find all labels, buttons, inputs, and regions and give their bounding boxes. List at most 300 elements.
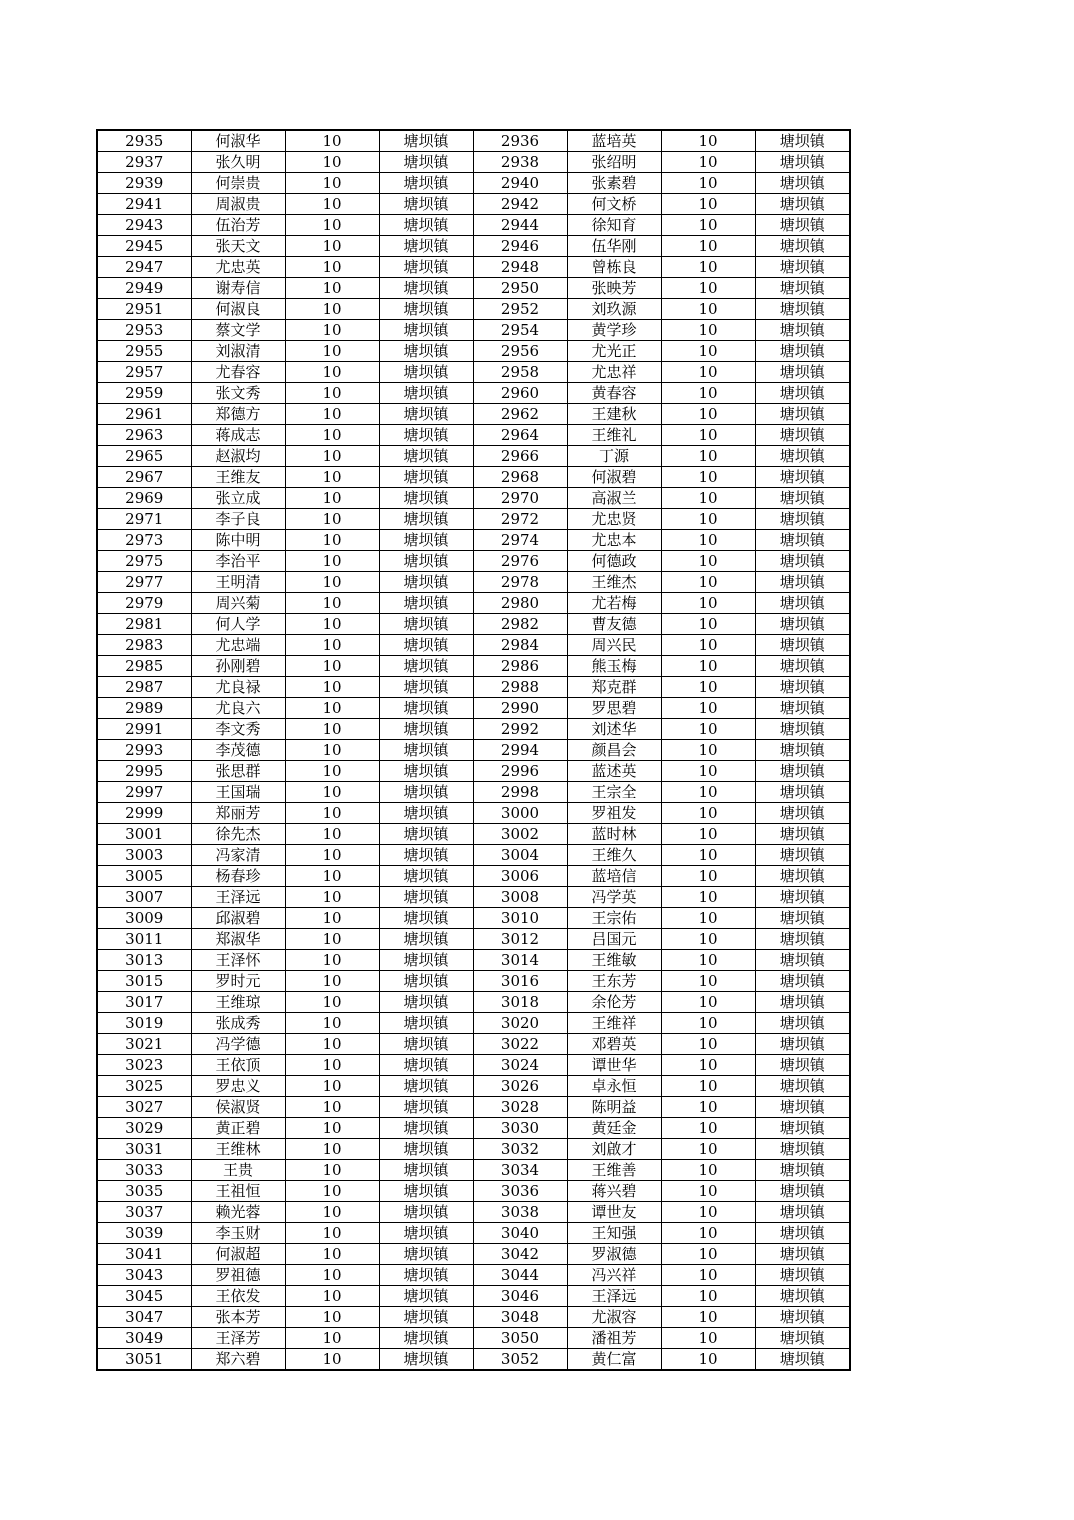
right-town-cell: 塘坝镇 [755,130,850,152]
right-number-cell: 3022 [473,1034,567,1055]
left-name-cell: 李治平 [191,551,285,572]
left-quantity-cell: 10 [285,1139,379,1160]
left-name-cell: 王维友 [191,467,285,488]
left-quantity-cell: 10 [285,425,379,446]
right-town-cell: 塘坝镇 [755,782,850,803]
left-quantity-cell: 10 [285,467,379,488]
right-quantity-cell: 10 [661,257,755,278]
right-name-cell: 高淑兰 [567,488,661,509]
right-number-cell: 2962 [473,404,567,425]
right-quantity-cell: 10 [661,1307,755,1328]
right-name-cell: 王维敏 [567,950,661,971]
left-name-cell: 张天文 [191,236,285,257]
right-quantity-cell: 10 [661,1034,755,1055]
left-number-cell: 2949 [97,278,191,299]
right-name-cell: 蓝时林 [567,824,661,845]
left-town-cell: 塘坝镇 [379,740,473,761]
left-town-cell: 塘坝镇 [379,1328,473,1349]
left-number-cell: 2955 [97,341,191,362]
table-row [97,1013,850,1034]
right-town-cell: 塘坝镇 [755,950,850,971]
right-name-cell: 蒋兴碧 [567,1181,661,1202]
right-town-cell: 塘坝镇 [755,299,850,320]
left-town-cell: 塘坝镇 [379,635,473,656]
table-row [97,1139,850,1160]
right-quantity-cell: 10 [661,1013,755,1034]
left-town-cell: 塘坝镇 [379,467,473,488]
right-town-cell: 塘坝镇 [755,824,850,845]
left-quantity-cell: 10 [285,1244,379,1265]
left-town-cell: 塘坝镇 [379,992,473,1013]
right-town-cell: 塘坝镇 [755,1244,850,1265]
right-number-cell: 3008 [473,887,567,908]
left-name-cell: 张本芳 [191,1307,285,1328]
left-number-cell: 2997 [97,782,191,803]
left-number-cell: 2989 [97,698,191,719]
right-number-cell: 2954 [473,320,567,341]
table-row [97,299,850,320]
left-quantity-cell: 10 [285,1223,379,1244]
table-row [97,551,850,572]
right-town-cell: 塘坝镇 [755,320,850,341]
left-town-cell: 塘坝镇 [379,152,473,173]
left-number-cell: 2977 [97,572,191,593]
table-row [97,1307,850,1328]
left-town-cell: 塘坝镇 [379,1202,473,1223]
right-quantity-cell: 10 [661,1181,755,1202]
right-town-cell: 塘坝镇 [755,908,850,929]
right-quantity-cell: 10 [661,215,755,236]
right-name-cell: 罗祖发 [567,803,661,824]
right-quantity-cell: 10 [661,677,755,698]
right-name-cell: 黄春容 [567,383,661,404]
left-quantity-cell: 10 [285,908,379,929]
left-town-cell: 塘坝镇 [379,1139,473,1160]
left-quantity-cell: 10 [285,130,379,152]
left-name-cell: 谢寿信 [191,278,285,299]
right-name-cell: 尤忠祥 [567,362,661,383]
table-row [97,698,850,719]
left-name-cell: 罗时元 [191,971,285,992]
left-quantity-cell: 10 [285,1097,379,1118]
right-town-cell: 塘坝镇 [755,866,850,887]
left-quantity-cell: 10 [285,635,379,656]
right-town-cell: 塘坝镇 [755,215,850,236]
right-number-cell: 2998 [473,782,567,803]
right-number-cell: 2936 [473,130,567,152]
right-town-cell: 塘坝镇 [755,845,850,866]
left-number-cell: 3037 [97,1202,191,1223]
left-name-cell: 陈中明 [191,530,285,551]
table-row [97,719,850,740]
right-name-cell: 王维礼 [567,425,661,446]
left-quantity-cell: 10 [285,488,379,509]
table-row [97,1181,850,1202]
right-name-cell: 冯学英 [567,887,661,908]
right-name-cell: 周兴民 [567,635,661,656]
left-name-cell: 周兴菊 [191,593,285,614]
left-town-cell: 塘坝镇 [379,929,473,950]
right-number-cell: 2952 [473,299,567,320]
table-row [97,950,850,971]
table-row [97,929,850,950]
right-town-cell: 塘坝镇 [755,383,850,404]
left-quantity-cell: 10 [285,1181,379,1202]
right-quantity-cell: 10 [661,593,755,614]
right-town-cell: 塘坝镇 [755,740,850,761]
right-quantity-cell: 10 [661,509,755,530]
left-town-cell: 塘坝镇 [379,1244,473,1265]
right-quantity-cell: 10 [661,614,755,635]
right-quantity-cell: 10 [661,173,755,194]
left-quantity-cell: 10 [285,1265,379,1286]
right-name-cell: 曾栋良 [567,257,661,278]
right-town-cell: 塘坝镇 [755,194,850,215]
left-town-cell: 塘坝镇 [379,1307,473,1328]
left-number-cell: 2957 [97,362,191,383]
left-name-cell: 何淑良 [191,299,285,320]
left-name-cell: 冯学德 [191,1034,285,1055]
left-number-cell: 2961 [97,404,191,425]
table-row [97,992,850,1013]
right-number-cell: 2966 [473,446,567,467]
right-quantity-cell: 10 [661,278,755,299]
right-quantity-cell: 10 [661,404,755,425]
right-quantity-cell: 10 [661,1076,755,1097]
right-town-cell: 塘坝镇 [755,530,850,551]
left-number-cell: 3033 [97,1160,191,1181]
left-name-cell: 王依顶 [191,1055,285,1076]
table-row [97,362,850,383]
left-number-cell: 2993 [97,740,191,761]
right-name-cell: 邓碧英 [567,1034,661,1055]
right-quantity-cell: 10 [661,383,755,404]
right-name-cell: 王维祥 [567,1013,661,1034]
right-number-cell: 2984 [473,635,567,656]
left-town-cell: 塘坝镇 [379,341,473,362]
left-quantity-cell: 10 [285,509,379,530]
left-number-cell: 2975 [97,551,191,572]
left-quantity-cell: 10 [285,992,379,1013]
right-name-cell: 徐知育 [567,215,661,236]
right-town-cell: 塘坝镇 [755,1307,850,1328]
right-number-cell: 3044 [473,1265,567,1286]
table-row [97,1265,850,1286]
right-number-cell: 3004 [473,845,567,866]
left-name-cell: 罗祖德 [191,1265,285,1286]
left-quantity-cell: 10 [285,194,379,215]
left-number-cell: 2991 [97,719,191,740]
right-quantity-cell: 10 [661,551,755,572]
roster-table [96,129,851,1371]
left-quantity-cell: 10 [285,971,379,992]
right-quantity-cell: 10 [661,929,755,950]
left-name-cell: 伍治芳 [191,215,285,236]
table-row [97,152,850,173]
left-name-cell: 李文秀 [191,719,285,740]
right-town-cell: 塘坝镇 [755,698,850,719]
left-town-cell: 塘坝镇 [379,572,473,593]
right-number-cell: 2972 [473,509,567,530]
table-row [97,1202,850,1223]
right-town-cell: 塘坝镇 [755,446,850,467]
left-number-cell: 3017 [97,992,191,1013]
right-name-cell: 刘玖源 [567,299,661,320]
left-name-cell: 赖光蓉 [191,1202,285,1223]
left-name-cell: 张久明 [191,152,285,173]
left-name-cell: 蒋成志 [191,425,285,446]
right-town-cell: 塘坝镇 [755,1223,850,1244]
right-town-cell: 塘坝镇 [755,257,850,278]
right-number-cell: 2974 [473,530,567,551]
left-number-cell: 2999 [97,803,191,824]
left-town-cell: 塘坝镇 [379,299,473,320]
left-name-cell: 蔡文学 [191,320,285,341]
left-number-cell: 2985 [97,656,191,677]
left-quantity-cell: 10 [285,593,379,614]
right-name-cell: 王维久 [567,845,661,866]
table-row [97,383,850,404]
left-quantity-cell: 10 [285,320,379,341]
left-name-cell: 郑丽芳 [191,803,285,824]
left-name-cell: 尤春容 [191,362,285,383]
left-quantity-cell: 10 [285,761,379,782]
left-name-cell: 杨春珍 [191,866,285,887]
left-number-cell: 2935 [97,130,191,152]
right-number-cell: 2968 [473,467,567,488]
table-row [97,803,850,824]
right-quantity-cell: 10 [661,824,755,845]
left-town-cell: 塘坝镇 [379,1118,473,1139]
left-town-cell: 塘坝镇 [379,130,473,152]
right-quantity-cell: 10 [661,656,755,677]
left-quantity-cell: 10 [285,1328,379,1349]
right-name-cell: 罗淑德 [567,1244,661,1265]
left-name-cell: 郑六碧 [191,1349,285,1371]
table-row [97,446,850,467]
left-town-cell: 塘坝镇 [379,1223,473,1244]
left-name-cell: 何人学 [191,614,285,635]
left-town-cell: 塘坝镇 [379,320,473,341]
left-quantity-cell: 10 [285,551,379,572]
left-number-cell: 3011 [97,929,191,950]
right-number-cell: 2940 [473,173,567,194]
left-name-cell: 王祖恒 [191,1181,285,1202]
left-name-cell: 李玉财 [191,1223,285,1244]
right-name-cell: 伍华刚 [567,236,661,257]
left-quantity-cell: 10 [285,1013,379,1034]
right-number-cell: 3002 [473,824,567,845]
right-quantity-cell: 10 [661,761,755,782]
right-name-cell: 蓝述英 [567,761,661,782]
left-town-cell: 塘坝镇 [379,236,473,257]
table-row [97,215,850,236]
right-number-cell: 3010 [473,908,567,929]
left-quantity-cell: 10 [285,1202,379,1223]
right-town-cell: 塘坝镇 [755,992,850,1013]
right-quantity-cell: 10 [661,425,755,446]
right-town-cell: 塘坝镇 [755,761,850,782]
right-number-cell: 3030 [473,1118,567,1139]
right-name-cell: 何德政 [567,551,661,572]
left-number-cell: 2943 [97,215,191,236]
left-name-cell: 王维琼 [191,992,285,1013]
left-name-cell: 王泽怀 [191,950,285,971]
right-number-cell: 3020 [473,1013,567,1034]
right-quantity-cell: 10 [661,950,755,971]
right-quantity-cell: 10 [661,635,755,656]
right-quantity-cell: 10 [661,1202,755,1223]
right-quantity-cell: 10 [661,971,755,992]
right-name-cell: 王维善 [567,1160,661,1181]
right-town-cell: 塘坝镇 [755,656,850,677]
left-town-cell: 塘坝镇 [379,1160,473,1181]
right-town-cell: 塘坝镇 [755,1118,850,1139]
right-town-cell: 塘坝镇 [755,1034,850,1055]
left-quantity-cell: 10 [285,887,379,908]
left-quantity-cell: 10 [285,299,379,320]
right-quantity-cell: 10 [661,1286,755,1307]
left-quantity-cell: 10 [285,572,379,593]
left-number-cell: 2967 [97,467,191,488]
left-name-cell: 王依发 [191,1286,285,1307]
right-name-cell: 何淑碧 [567,467,661,488]
left-name-cell: 侯淑贤 [191,1097,285,1118]
right-number-cell: 2960 [473,383,567,404]
left-town-cell: 塘坝镇 [379,887,473,908]
right-town-cell: 塘坝镇 [755,1181,850,1202]
left-name-cell: 尤良六 [191,698,285,719]
right-number-cell: 3024 [473,1055,567,1076]
left-quantity-cell: 10 [285,698,379,719]
left-town-cell: 塘坝镇 [379,1265,473,1286]
left-quantity-cell: 10 [285,845,379,866]
left-town-cell: 塘坝镇 [379,530,473,551]
table-row [97,530,850,551]
left-town-cell: 塘坝镇 [379,782,473,803]
left-quantity-cell: 10 [285,404,379,425]
right-number-cell: 2994 [473,740,567,761]
right-town-cell: 塘坝镇 [755,1349,850,1371]
table-row [97,656,850,677]
left-town-cell: 塘坝镇 [379,257,473,278]
right-town-cell: 塘坝镇 [755,1265,850,1286]
left-town-cell: 塘坝镇 [379,215,473,236]
table-row [97,1286,850,1307]
right-number-cell: 3026 [473,1076,567,1097]
table-row [97,824,850,845]
left-quantity-cell: 10 [285,1034,379,1055]
left-quantity-cell: 10 [285,656,379,677]
left-name-cell: 黄正碧 [191,1118,285,1139]
right-number-cell: 2944 [473,215,567,236]
left-number-cell: 3001 [97,824,191,845]
left-town-cell: 塘坝镇 [379,1097,473,1118]
left-quantity-cell: 10 [285,803,379,824]
right-number-cell: 3042 [473,1244,567,1265]
left-name-cell: 郑淑华 [191,929,285,950]
right-name-cell: 卓永恒 [567,1076,661,1097]
right-name-cell: 蓝培英 [567,130,661,152]
right-quantity-cell: 10 [661,698,755,719]
right-name-cell: 曹友德 [567,614,661,635]
table-row [97,278,850,299]
table-row [97,572,850,593]
left-quantity-cell: 10 [285,446,379,467]
left-name-cell: 刘淑清 [191,341,285,362]
left-quantity-cell: 10 [285,383,379,404]
right-town-cell: 塘坝镇 [755,614,850,635]
table-row [97,341,850,362]
right-town-cell: 塘坝镇 [755,1139,850,1160]
table-row [97,593,850,614]
right-name-cell: 郑克群 [567,677,661,698]
right-name-cell: 熊玉梅 [567,656,661,677]
left-town-cell: 塘坝镇 [379,551,473,572]
left-number-cell: 3043 [97,1265,191,1286]
left-town-cell: 塘坝镇 [379,866,473,887]
left-number-cell: 3021 [97,1034,191,1055]
table-row [97,1097,850,1118]
right-quantity-cell: 10 [661,488,755,509]
left-town-cell: 塘坝镇 [379,908,473,929]
right-name-cell: 蓝培信 [567,866,661,887]
right-quantity-cell: 10 [661,1328,755,1349]
right-number-cell: 2956 [473,341,567,362]
left-town-cell: 塘坝镇 [379,593,473,614]
right-quantity-cell: 10 [661,1244,755,1265]
right-town-cell: 塘坝镇 [755,1202,850,1223]
right-quantity-cell: 10 [661,1223,755,1244]
right-number-cell: 3006 [473,866,567,887]
right-name-cell: 吕国元 [567,929,661,950]
left-number-cell: 2987 [97,677,191,698]
roster-table-body [97,130,850,1370]
right-quantity-cell: 10 [661,1097,755,1118]
right-quantity-cell: 10 [661,152,755,173]
left-name-cell: 徐先杰 [191,824,285,845]
left-number-cell: 2939 [97,173,191,194]
left-number-cell: 3003 [97,845,191,866]
right-quantity-cell: 10 [661,341,755,362]
right-name-cell: 颜昌会 [567,740,661,761]
left-number-cell: 2983 [97,635,191,656]
right-town-cell: 塘坝镇 [755,362,850,383]
left-name-cell: 王国瑞 [191,782,285,803]
left-town-cell: 塘坝镇 [379,677,473,698]
table-row [97,1223,850,1244]
right-number-cell: 2964 [473,425,567,446]
left-quantity-cell: 10 [285,614,379,635]
right-quantity-cell: 10 [661,194,755,215]
right-number-cell: 2970 [473,488,567,509]
right-town-cell: 塘坝镇 [755,1097,850,1118]
table-row [97,866,850,887]
left-town-cell: 塘坝镇 [379,362,473,383]
right-quantity-cell: 10 [661,1160,755,1181]
left-quantity-cell: 10 [285,719,379,740]
right-name-cell: 谭世友 [567,1202,661,1223]
right-quantity-cell: 10 [661,887,755,908]
right-town-cell: 塘坝镇 [755,572,850,593]
left-town-cell: 塘坝镇 [379,1076,473,1097]
left-town-cell: 塘坝镇 [379,719,473,740]
left-quantity-cell: 10 [285,1160,379,1181]
left-quantity-cell: 10 [285,950,379,971]
right-number-cell: 3040 [473,1223,567,1244]
right-town-cell: 塘坝镇 [755,509,850,530]
right-number-cell: 2948 [473,257,567,278]
